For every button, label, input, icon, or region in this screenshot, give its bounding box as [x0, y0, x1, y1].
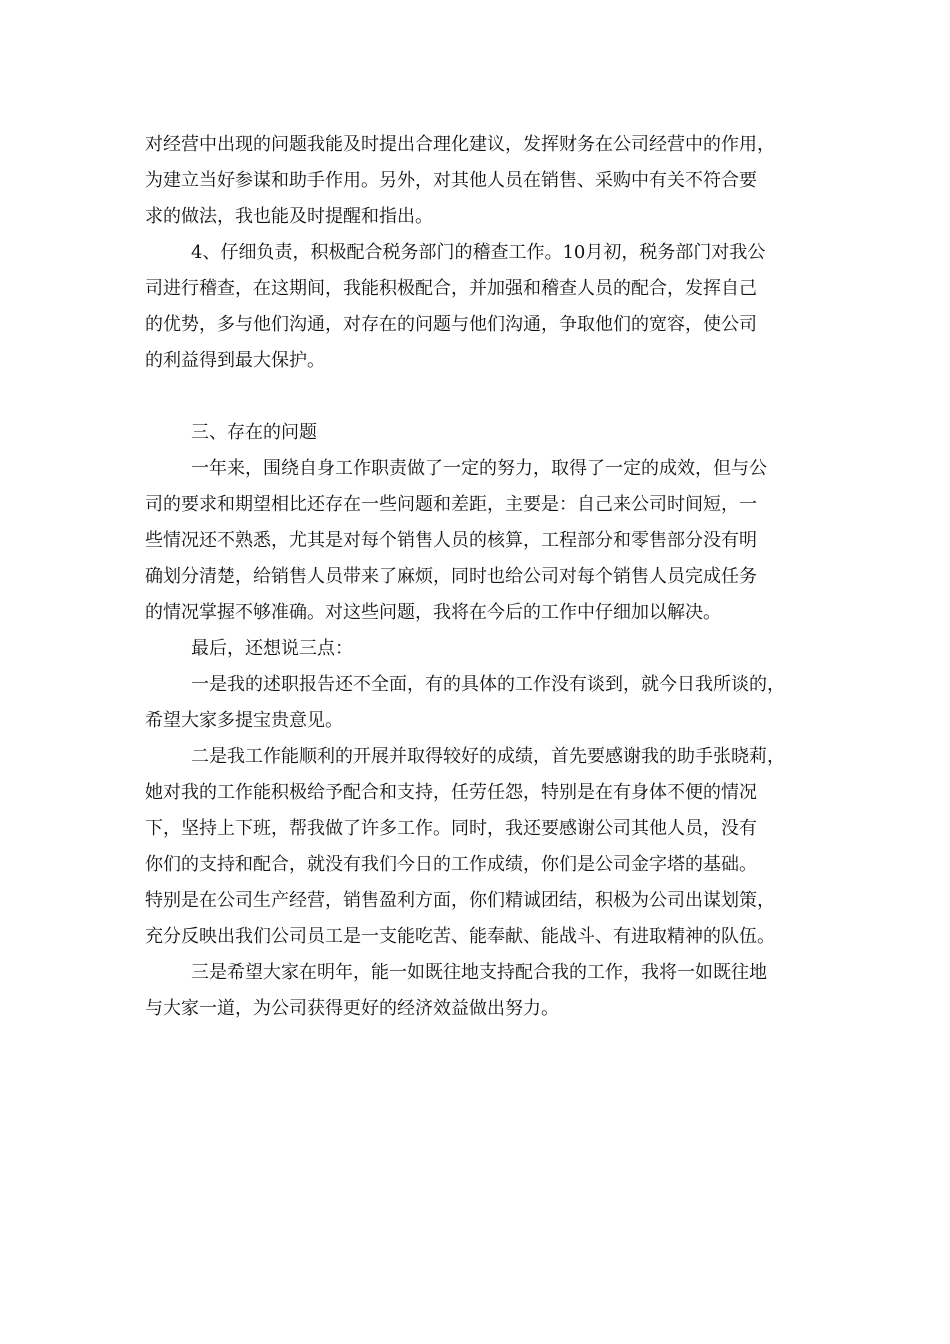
text-line: 的优势，多与他们沟通，对存在的问题与他们沟通，争取他们的宽容，使公司 [145, 314, 757, 335]
text-line: 确划分清楚，给销售人员带来了麻烦，同时也给公司对每个销售人员完成任务 [145, 566, 757, 587]
text-line: 为建立当好参谋和助手作用。另外，对其他人员在销售、采购中有关不符合要 [145, 170, 757, 191]
document-body [145, 127, 825, 1027]
text-line: 下，坚持上下班，帮我做了许多工作。同时，我还要感谢公司其他人员，没有 [145, 818, 757, 839]
text-line: 求的做法，我也能及时提醒和指出。 [145, 206, 433, 227]
text-line: 对经营中出现的问题我能及时提出合理化建议，发挥财务在公司经营中的作用， [145, 134, 775, 155]
text-line: 充分反映出我们公司员工是一支能吃苦、能奉献、能战斗、有进取精神的队伍。 [145, 926, 775, 947]
text-line: 一年来，围绕自身工作职责做了一定的努力，取得了一定的成效，但与公 [191, 458, 767, 479]
text-line: 4、仔细负责，积极配合税务部门的稽查工作。10月初，税务部门对我公 [191, 242, 766, 263]
text-line: 一是我的述职报告还不全面，有的具体的工作没有谈到，就今日我所谈的， [191, 674, 785, 695]
text-line: 特别是在公司生产经营，销售盈利方面，你们精诚团结，积极为公司出谋划策， [145, 890, 775, 911]
text-line: 你们的支持和配合，就没有我们今日的工作成绩，你们是公司金字塔的基础。 [145, 854, 757, 875]
text-line: 的利益得到最大保护。 [145, 350, 325, 371]
text-line: 三、存在的问题 [191, 422, 317, 443]
text-line: 司进行稽查，在这期间，我能积极配合，并加强和稽查人员的配合，发挥自己 [145, 278, 757, 299]
text-line: 她对我的工作能积极给予配合和支持，任劳任怨，特别是在有身体不便的情况 [145, 782, 757, 803]
text-line: 二是我工作能顺利的开展并取得较好的成绩，首先要感谢我的助手张晓莉， [191, 746, 785, 767]
text-line: 与大家一道，为公司获得更好的经济效益做出努力。 [145, 998, 559, 1019]
paragraph-gap [145, 379, 825, 415]
text-line: 些情况还不熟悉，尤其是对每个销售人员的核算，工程部分和零售部分没有明 [145, 530, 757, 551]
text-line: 最后，还想说三点： [191, 638, 353, 659]
text-line: 司的要求和期望相比还存在一些问题和差距，主要是：自己来公司时间短，一 [145, 494, 757, 515]
text-line: 希望大家多提宝贵意见。 [145, 710, 343, 731]
text-line: 的情况掌握不够准确。对这些问题，我将在今后的工作中仔细加以解决。 [145, 602, 721, 623]
text-line: 三是希望大家在明年，能一如既往地支持配合我的工作，我将一如既往地 [191, 962, 767, 983]
